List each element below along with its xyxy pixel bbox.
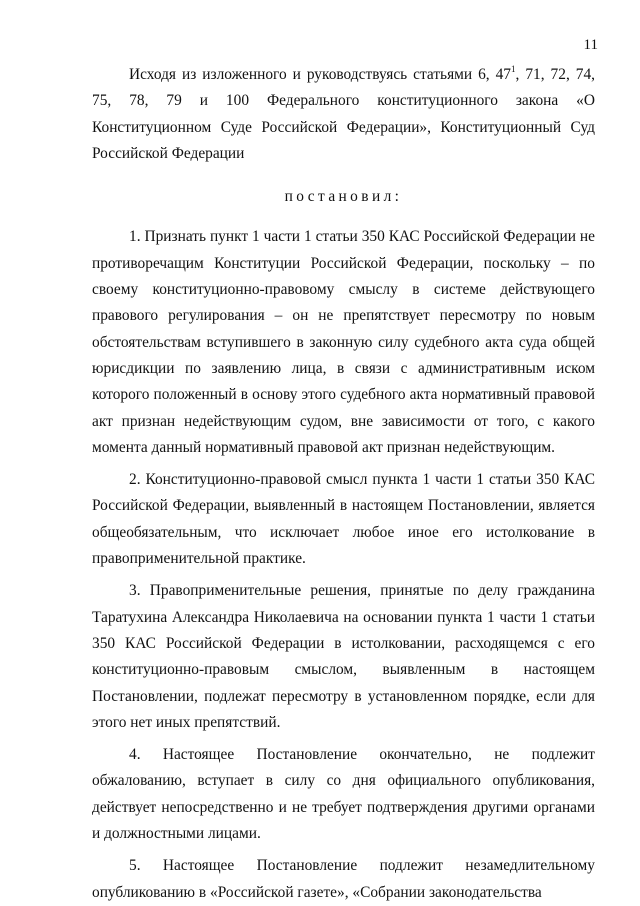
intro-text-end: , 71, 72, 74, 75, 78, 79 и 100 Федерального конституционного закона «О Конституционном Суде Российской Федерации», Конституционный Суд Российской Федерации (92, 66, 595, 162)
resolution-item-3: 3. Правоприменительные решения, принятые по делу гражданина Таратухина Александра Николаевича на основании пункта 1 части 1 статьи 350 КАС Российской Федерации в истолковании, расходящемся с его конституционно-правовым смыслом, выявленным в настоящем Постановлении, подлежат пересмотру в установленном порядке, если для этого нет иных препятствий. (92, 582, 595, 731)
article-superscript: 1 (511, 63, 516, 74)
intro-paragraph (92, 62, 595, 167)
page-number: 11 (583, 37, 598, 53)
resolution-item-4: 4. Настоящее Постановление окончательно, не подлежит обжалованию, вступает в силу со дня официального опубликования, действует непосредственно и не требует подтверждения другими органами и должностными лицами. (92, 746, 595, 843)
resolution-item-1: 1. Признать пункт 1 части 1 статьи 350 КАС Российской Федерации не противоречащим Конституции Российской Федерации, поскольку – по своему конституционно-правовому смыслу в системе действующего правового регулирования – он не препятствует пересмотру по новым обстоятельствам вступившего в законную силу судебного акта суда общей юрисдикции по заявлению лица, в связи с административным иском которого положенный в основу этого судебного акта нормативный правовой акт признан недействующим судом, вне зависимости от того, с какого момента данный нормативный правовой акт признан недействующим. (92, 228, 595, 456)
resolution-item-2: 2. Конституционно-правовой смысл пункта 1 части 1 статьи 350 КАС Российской Федерации, выявленный в настоящем Постановлении, является общеобязательным, что исключает любое иное его истолкование в правоприменительной практике. (92, 471, 595, 568)
resolution-item-5: 5. Настоящее Постановление подлежит незамедлительному опубликованию в «Российской газете», «Собрании законодательства (92, 857, 595, 901)
intro-text-start: Исходя из изложенного и руководствуясь статьями 6, 47 (129, 66, 512, 83)
resolution-heading: постановил: (284, 188, 403, 206)
document-body (92, 62, 595, 906)
